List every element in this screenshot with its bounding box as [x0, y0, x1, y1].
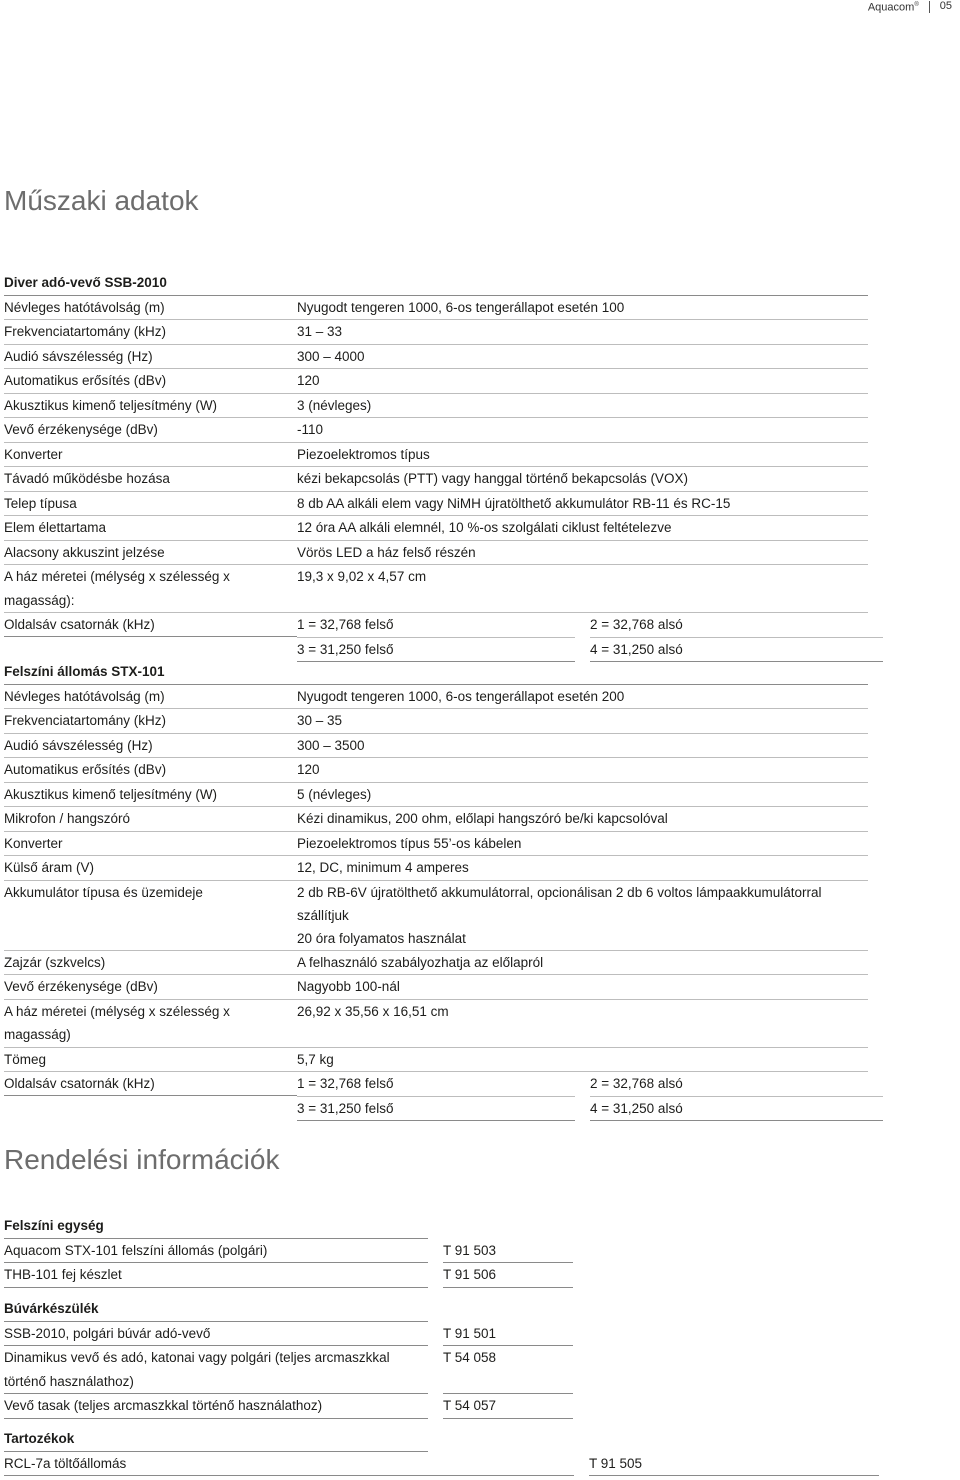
page-header — [868, 0, 960, 13]
spec-label: Zajzár (szkvelcs) — [4, 954, 106, 970]
spec-value: 2 db RB-6V újratölthető akkumulátorral, opcionálisan 2 db 6 voltos lámpaakkumulátorral szállítjuk — [297, 884, 822, 923]
spec-label: Oldalsáv csatornák (kHz) — [4, 1072, 297, 1096]
spec-label: Automatikus erősítés (dBv) — [4, 373, 167, 388]
page-number: 05 — [939, 0, 952, 12]
brand-name: Aquacom® — [867, 1, 919, 14]
spec-label: Vevő érzékenysége (dBv) — [4, 979, 158, 994]
spec-row — [4, 951, 868, 976]
spec-label: Konverter — [4, 446, 63, 462]
spec-row — [4, 832, 868, 857]
spec-row — [4, 443, 868, 468]
sideband-value: 3 = 31,250 felső — [297, 638, 575, 663]
surface-section-title: Felszíni állomás STX-101 — [4, 660, 868, 685]
surface-specs-section — [4, 660, 868, 1121]
spec-label: Akusztikus kimenő teljesítmény (W) — [4, 786, 218, 802]
spec-row — [4, 345, 868, 370]
spec-value: 120 — [297, 762, 320, 777]
spec-value: 20 óra folyamatos használat — [297, 930, 466, 946]
spec-row — [4, 565, 868, 613]
spec-value: Nagyobb 100-nál — [297, 979, 400, 994]
spec-label: Névleges hatótávolság (m) — [4, 299, 165, 315]
spec-label: Oldalsáv csatornák (kHz) — [4, 613, 297, 637]
spec-label: Alacsony akkuszint jelzése — [4, 544, 165, 560]
spec-label: Tömeg — [4, 1051, 47, 1067]
spec-value: 26,92 x 35,56 x 16,51 cm — [297, 1003, 449, 1019]
spec-label: Külső áram (V) — [4, 860, 95, 875]
spec-value: Piezoelektromos típus 55’-os kábelen — [297, 835, 522, 851]
spec-label: Audió sávszélesség (Hz) — [4, 348, 153, 364]
spec-label: Névleges hatótávolság (m) — [4, 688, 165, 704]
spec-label: Elem élettartama — [4, 520, 107, 535]
spec-row — [4, 734, 868, 759]
sideband-value: 2 = 32,768 alsó — [590, 613, 883, 638]
spec-value: 5,7 kg — [297, 1051, 334, 1067]
specs-heading: Műszaki adatok — [4, 185, 199, 216]
order-item-name: RCL-7a töltőállomás — [4, 1452, 574, 1477]
order-heading: Rendelési információk — [4, 1144, 280, 1175]
spec-value: Nyugodt tengeren 1000, 6-os tengerállapot esetén 100 — [297, 299, 625, 315]
spec-label: Frekvenciatartomány (kHz) — [4, 713, 167, 728]
spec-value: Kézi dinamikus, 200 ohm, előlapi hangszóró be/ki kapcsolóval — [297, 811, 668, 826]
spec-value: Nyugodt tengeren 1000, 6-os tengerállapot esetén 200 — [297, 688, 625, 704]
surface-sideband-row — [4, 1072, 868, 1121]
order-group-title: Tartozékok — [4, 1427, 428, 1452]
order-item-code: T 91 506 — [443, 1263, 573, 1288]
spec-row — [4, 320, 868, 345]
order-item-name: Vevő tasak (teljes arcmaszkkal történő használathoz) — [4, 1394, 428, 1419]
sideband-value: 4 = 31,250 alsó — [590, 1097, 883, 1122]
spec-row — [4, 296, 868, 321]
order-accessories — [4, 1427, 879, 1476]
spec-value: 300 – 4000 — [297, 348, 365, 364]
spec-label: A ház méretei (mélység x szélesség x magasság): — [4, 569, 230, 608]
surface-spec-rows-2 — [4, 951, 868, 1073]
order-item — [4, 1452, 879, 1477]
surface-spec-rows — [4, 685, 868, 881]
spec-row — [4, 1048, 868, 1073]
order-item-code: T 91 503 — [443, 1239, 573, 1264]
spec-row — [4, 394, 868, 419]
order-item — [4, 1394, 573, 1419]
spec-label: Konverter — [4, 835, 63, 851]
spec-label: Akkumulátor típusa és üzemideje — [4, 884, 203, 900]
spec-value: 12 óra AA alkáli elemnél, 10 %-os szolgálati ciklust feltételezve — [297, 520, 672, 535]
spec-label: Mikrofon / hangszóró — [4, 811, 131, 826]
sideband-value: 1 = 32,768 felső — [297, 613, 575, 638]
order-item — [4, 1346, 573, 1394]
sideband-value: 4 = 31,250 alsó — [590, 638, 883, 663]
order-item-name: Dinamikus vevő és adó, katonai vagy polgári (teljes arcmaszkkal történő használathoz) — [4, 1346, 428, 1394]
spec-row — [4, 807, 868, 832]
spec-row — [4, 856, 868, 881]
spec-row — [4, 467, 868, 492]
diver-specs-section — [4, 271, 868, 662]
spec-value: 12, DC, minimum 4 amperes — [297, 860, 469, 875]
order-item-name: THB-101 fej készlet — [4, 1263, 428, 1288]
order-item-code: T 91 505 — [589, 1452, 879, 1477]
order-item-code: T 91 501 — [443, 1322, 573, 1347]
header-divider — [929, 1, 930, 13]
spec-value: 3 (névleges) — [297, 397, 372, 413]
spec-row — [4, 685, 868, 710]
spec-value: 19,3 x 9,02 x 4,57 cm — [297, 569, 427, 584]
order-group-title: Búvárkészülék — [4, 1297, 428, 1322]
spec-row — [4, 541, 868, 566]
diver-spec-rows — [4, 296, 868, 614]
spec-value: -110 — [297, 422, 324, 437]
order-surface-unit — [4, 1214, 573, 1288]
spec-label: Távadó működésbe hozása — [4, 471, 170, 486]
diver-sideband-row — [4, 613, 868, 662]
order-item-name: SSB-2010, polgári búvár adó-vevő — [4, 1322, 428, 1347]
spec-value: 8 db AA alkáli elem vagy NiMH újratölthető akkumulátor RB-11 és RC-15 — [297, 495, 731, 511]
sideband-value: 3 = 31,250 felső — [297, 1097, 575, 1122]
battery-row — [4, 881, 868, 951]
sideband-value: 2 = 32,768 alsó — [590, 1072, 883, 1097]
spec-row — [4, 758, 868, 783]
spec-value: 120 — [297, 373, 320, 388]
order-item — [4, 1322, 573, 1347]
sideband-value: 1 = 32,768 felső — [297, 1072, 575, 1097]
spec-value: Vörös LED a ház felső részén — [297, 544, 476, 560]
spec-label: Audió sávszélesség (Hz) — [4, 737, 153, 753]
spec-row — [4, 709, 868, 734]
spec-label: Automatikus erősítés (dBv) — [4, 762, 167, 777]
spec-row — [4, 418, 868, 443]
order-item — [4, 1263, 573, 1288]
order-diver-unit — [4, 1297, 573, 1419]
spec-label: Frekvenciatartomány (kHz) — [4, 324, 167, 339]
spec-row — [4, 975, 868, 1000]
spec-value: 5 (névleges) — [297, 786, 372, 802]
spec-row — [4, 783, 868, 808]
spec-value: kézi bekapcsolás (PTT) vagy hanggal történő bekapcsolás (VOX) — [297, 471, 688, 486]
spec-row — [4, 516, 868, 541]
spec-label: A ház méretei (mélység x szélesség x magasság) — [4, 1003, 230, 1042]
order-item-code: T 54 058 — [443, 1346, 573, 1394]
spec-label: Telep típusa — [4, 495, 77, 511]
spec-value: 30 – 35 — [297, 713, 343, 728]
spec-label: Vevő érzékenysége (dBv) — [4, 422, 158, 437]
spec-value: 300 – 3500 — [297, 737, 365, 753]
order-item-name: Aquacom STX-101 felszíni állomás (polgári) — [4, 1239, 428, 1264]
diver-section-title: Diver adó-vevő SSB-2010 — [4, 271, 868, 296]
spec-row — [4, 492, 868, 517]
order-group-title: Felszíni egység — [4, 1214, 428, 1239]
order-item — [4, 1239, 573, 1264]
spec-value: 31 – 33 — [297, 324, 343, 339]
spec-value: A felhasználó szabályozhatja az előlapról — [297, 954, 544, 970]
spec-label: Akusztikus kimenő teljesítmény (W) — [4, 397, 218, 413]
order-item-code: T 54 057 — [443, 1394, 573, 1419]
spec-row — [4, 369, 868, 394]
spec-row — [4, 1000, 868, 1048]
spec-value: Piezoelektromos típus — [297, 446, 430, 462]
